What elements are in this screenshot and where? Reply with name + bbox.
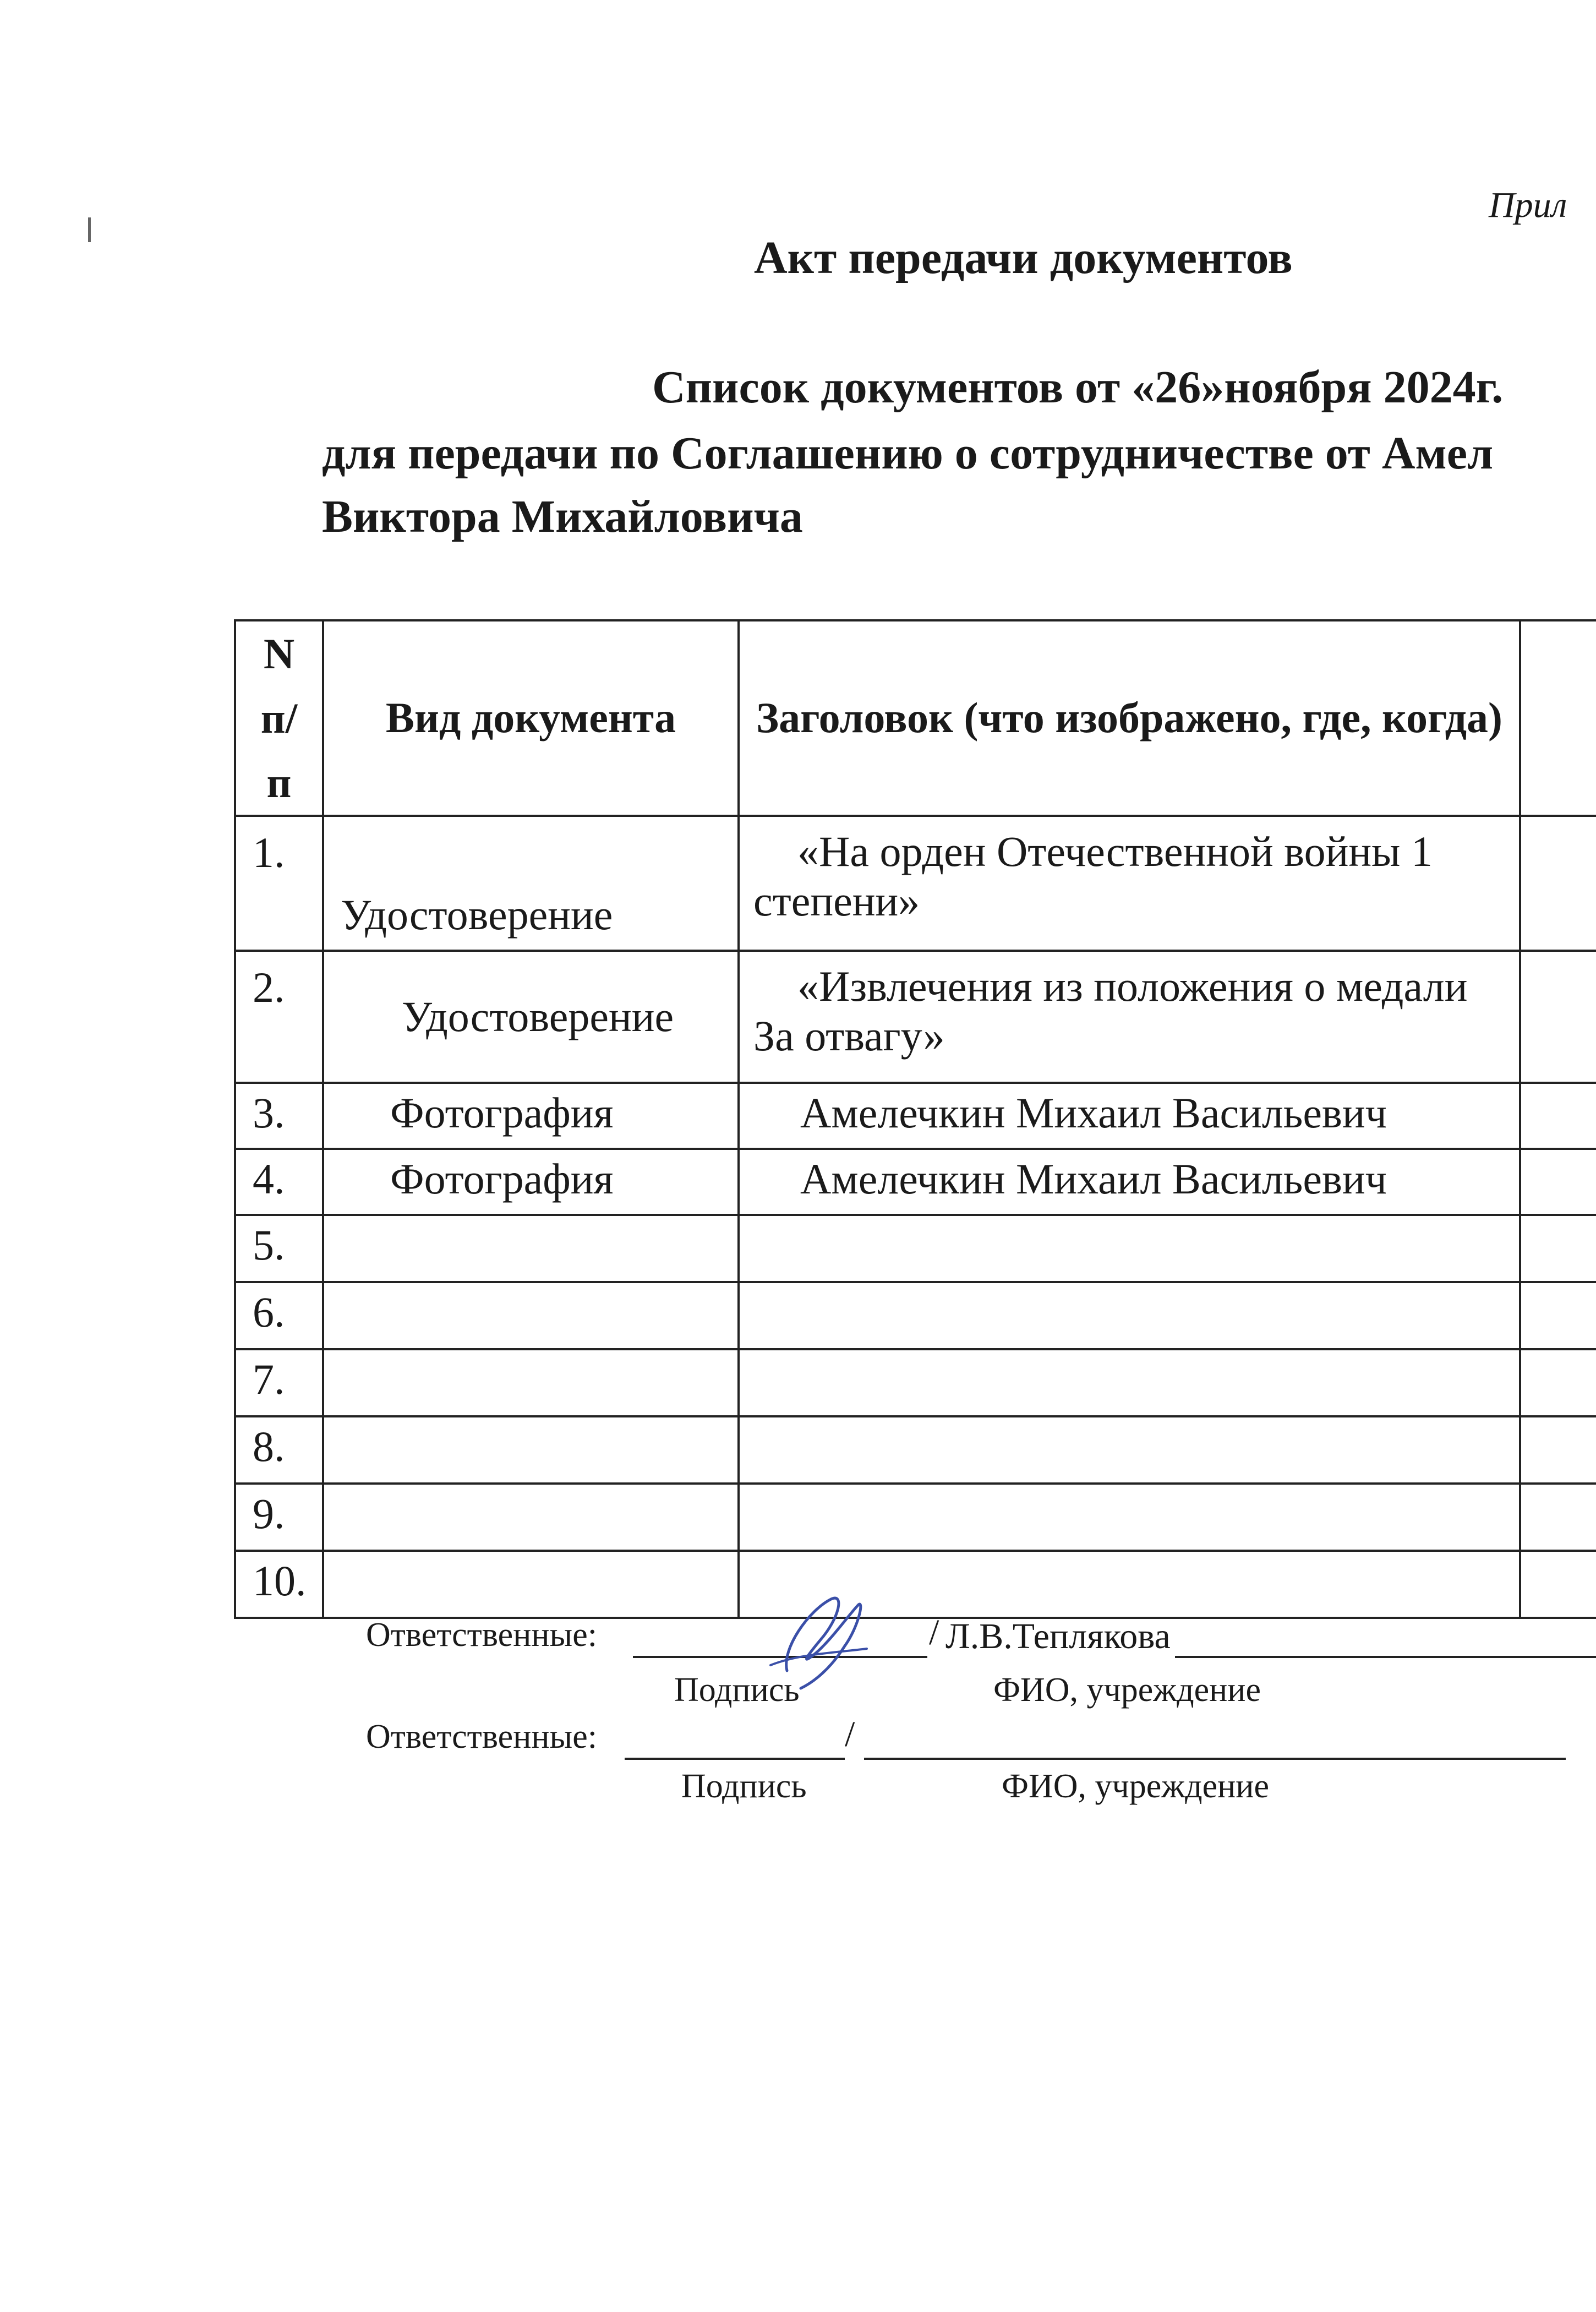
row-extra	[1520, 1149, 1596, 1215]
row-kind	[323, 1215, 739, 1282]
handwritten-signature	[748, 1588, 881, 1693]
row-extra	[1520, 1282, 1596, 1349]
fio-line-2	[864, 1758, 1566, 1760]
header-extra	[1520, 620, 1596, 816]
header-kind: Вид документа	[323, 620, 739, 816]
row-number: 7.	[235, 1349, 323, 1416]
row-number: 5.	[235, 1215, 323, 1282]
signature-line-2	[625, 1758, 845, 1760]
row-kind: Фотография	[323, 1149, 739, 1215]
separator-slash-1: /	[929, 1612, 939, 1653]
fio-line-1	[1175, 1656, 1596, 1658]
row-title: Амелечкин Михаил Васильевич	[739, 1149, 1520, 1215]
row-title: «На орден Отечественной войны 1 степени»	[739, 816, 1520, 951]
separator-slash-2: /	[845, 1714, 855, 1754]
row-extra	[1520, 1484, 1596, 1551]
row-extra	[1520, 816, 1596, 951]
table-row	[235, 1149, 1596, 1215]
header-number: N п/ п	[235, 620, 323, 816]
signature-caption-1: Подпись	[674, 1671, 800, 1709]
header-title: Заголовок (что изображено, где, когда)	[739, 620, 1520, 816]
fio-caption-2: ФИО, учреждение	[1002, 1768, 1270, 1805]
row-kind	[323, 1484, 739, 1551]
row-title: «Извлечения из положения о медали За отвагу»	[739, 951, 1520, 1083]
documents-table	[234, 619, 1596, 1619]
row-number: 1.	[235, 816, 323, 951]
appendix-label: Прил	[1489, 185, 1567, 225]
row-number: 10.	[235, 1551, 323, 1618]
document-title: Акт передачи документов	[754, 232, 1293, 283]
table-header-row	[235, 620, 1596, 816]
row-kind	[323, 1282, 739, 1349]
responsible-label-2: Ответственные:	[366, 1718, 597, 1755]
row-number: 8.	[235, 1416, 323, 1484]
row-title	[739, 1484, 1520, 1551]
row-title	[739, 1416, 1520, 1484]
row-number: 9.	[235, 1484, 323, 1551]
margin-tick	[88, 217, 91, 242]
row-kind	[323, 1416, 739, 1484]
signature-caption-2: Подпись	[681, 1768, 807, 1805]
row-extra	[1520, 951, 1596, 1083]
row-kind: Удостоверение	[323, 951, 739, 1083]
row-title	[739, 1282, 1520, 1349]
fio-caption-1: ФИО, учреждение	[993, 1671, 1261, 1709]
row-number: 4.	[235, 1149, 323, 1215]
list-heading-line3: Виктора Михайловича	[322, 491, 803, 542]
row-kind: Удостоверение	[323, 816, 739, 951]
row-extra	[1520, 1551, 1596, 1618]
table-row	[235, 1349, 1596, 1416]
table-row	[235, 1484, 1596, 1551]
row-title: Амелечкин Михаил Васильевич	[739, 1083, 1520, 1149]
responsible-label-1: Ответственные:	[366, 1616, 597, 1654]
row-extra	[1520, 1416, 1596, 1484]
table-row	[235, 951, 1596, 1083]
table-row	[235, 1282, 1596, 1349]
list-heading-line2: для передачи по Соглашению о сотрудничестве от Амел	[322, 428, 1494, 479]
row-extra	[1520, 1349, 1596, 1416]
row-extra	[1520, 1215, 1596, 1282]
row-title	[739, 1349, 1520, 1416]
row-title	[739, 1215, 1520, 1282]
row-number: 3.	[235, 1083, 323, 1149]
table-row	[235, 1083, 1596, 1149]
row-extra	[1520, 1083, 1596, 1149]
table-row	[235, 1215, 1596, 1282]
row-kind	[323, 1349, 739, 1416]
list-heading-line1: Список документов от «26»ноября 2024г.	[652, 362, 1504, 413]
row-number: 2.	[235, 951, 323, 1083]
row-number: 6.	[235, 1282, 323, 1349]
table-row	[235, 816, 1596, 951]
table-row	[235, 1551, 1596, 1618]
row-kind	[323, 1551, 739, 1618]
row-kind: Фотография	[323, 1083, 739, 1149]
table-row	[235, 1416, 1596, 1484]
responsible-name-1: Л.В.Теплякова	[945, 1616, 1171, 1656]
